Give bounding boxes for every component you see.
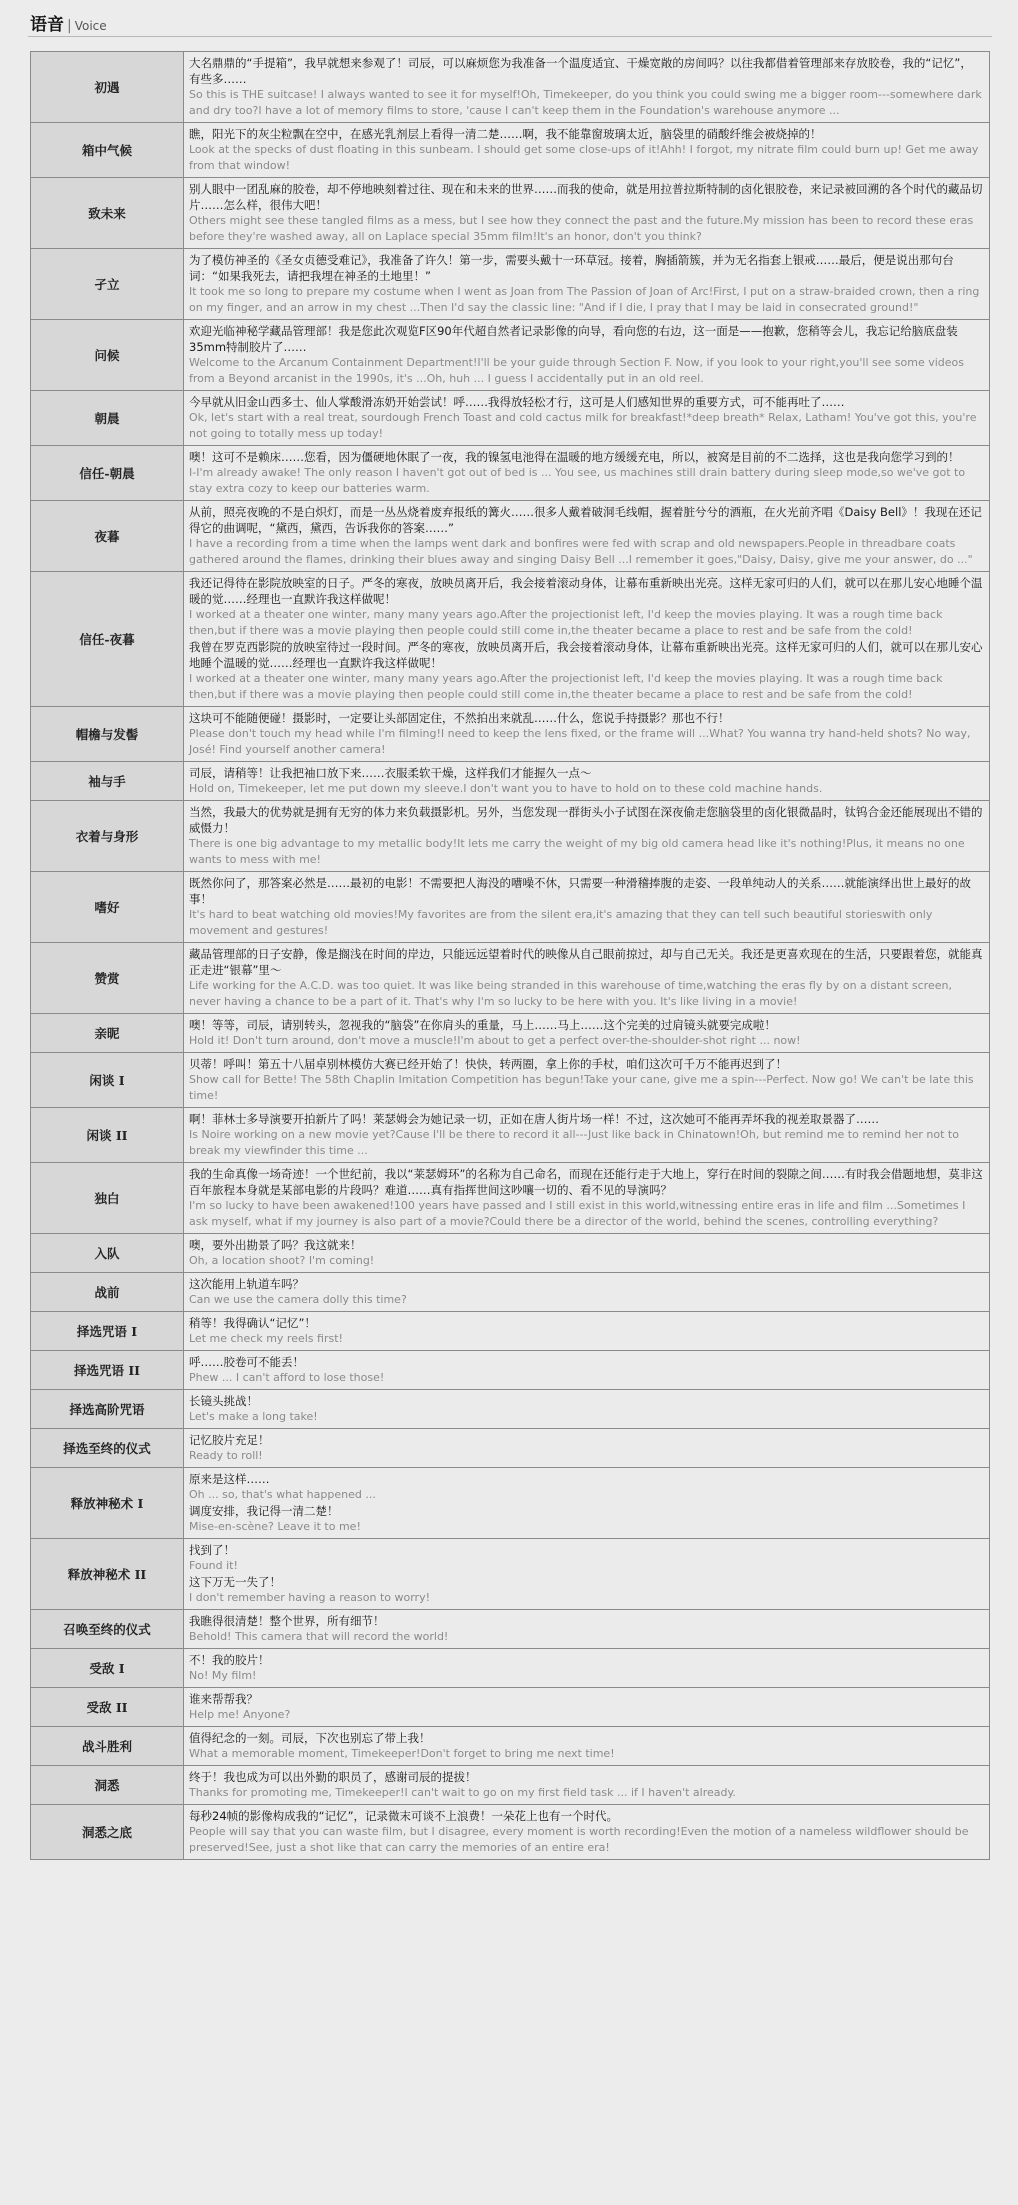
voice-line-chinese-text: 司辰，请稍等！让我把袖口放下来……衣服柔软干燥，这样我们才能握久一点～ [189, 766, 592, 780]
voice-line-chinese-text: 原来是这样…… [189, 1472, 270, 1486]
voice-line-chinese-text: 既然你问了，那答案必然是……最初的电影！不需要把人海没的嘈噪不休，只需要一种滑稽捧腹的走姿、一段单纯动人的关系……就能演绎出世上最好的故事！ [189, 876, 971, 906]
voice-line-english-text: Please don't touch my head while I'm filming!I need to keep the lens fixed, or the frame will ...What? You wanna try hand-held shots? No way, José! Find yourself another camera! [189, 727, 971, 756]
voice-line-chinese-text: 我曾在罗克西影院的放映室待过一段时间。严冬的寒夜，放映员离开后，我会接着滚动身体，让幕布重新映出光亮。这样无家可归的人们，就可以在那儿安心地睡个温暖的觉……经理也一直默许我这样做呢！ [189, 640, 983, 670]
voice-line-chinese-text: 藏品管理部的日子安静，像是搁浅在时间的岸边，只能远远望着时代的映像从自己眼前掠过，却与自己无关。我还是更喜欢现在的生活，只要跟着您，就能真正走进“银幕”里～ [189, 947, 983, 977]
voice-line-row [31, 1351, 990, 1390]
voice-line-chinese-text: 谁来帮帮我？ [189, 1692, 258, 1706]
voice-line-chinese-text: 找到了！ [189, 1543, 235, 1557]
voice-line-content [184, 1727, 990, 1766]
voice-line-label: 信任-夜暮 [31, 572, 184, 707]
voice-line-english-text: It's hard to beat watching old movies!My favorites are from the silent era,it's amazing that they can tell such beautiful storieswith only movement and gestures! [189, 908, 933, 937]
voice-line-chinese-text: 从前，照亮夜晚的不是白炽灯，而是一丛丛烧着废弃报纸的篝火……很多人戴着破洞毛线帽，握着脏兮兮的酒瓶，在火光前齐唱《Daisy Bell》！我现在还记得它的曲调呢，“黛西，黛西，告诉我你的答案……” [189, 505, 982, 535]
voice-line-label: 赞赏 [31, 943, 184, 1014]
voice-line-english-text: Show call for Bette! The 58th Chaplin Imitation Competition has begun!Take your cane, give me a spin---Perfect. Now go! We can't be late this time! [189, 1073, 974, 1102]
voice-line-content [184, 1688, 990, 1727]
voice-line-row [31, 1610, 990, 1649]
voice-line-content [184, 872, 990, 943]
voice-line-chinese-text: 今早就从旧金山西多士、仙人掌酸滑冻奶开始尝试！呼……我得放轻松才行，这可是人们感知世界的重要方式，可不能再吐了…… [189, 395, 845, 409]
voice-line-english-text: Phew ... I can't afford to lose those! [189, 1371, 385, 1384]
voice-line-row [31, 1390, 990, 1429]
voice-line-content [184, 1429, 990, 1468]
voice-line-label: 择选至终的仪式 [31, 1429, 184, 1468]
voice-line-chinese-text: 值得纪念的一刻。司辰，下次也别忘了带上我！ [189, 1731, 431, 1745]
voice-line-english-text: No! My film! [189, 1669, 257, 1682]
voice-line-content [184, 446, 990, 501]
voice-line-label: 战斗胜利 [31, 1727, 184, 1766]
voice-line-label: 孑立 [31, 249, 184, 320]
voice-line-chinese-text: 噢！等等，司辰，请别转头，忽视我的“脑袋”在你肩头的重量，马上……马上……这个完美的过肩镜头就要完成啦！ [189, 1018, 776, 1032]
voice-line-content [184, 1610, 990, 1649]
voice-line-row [31, 707, 990, 762]
voice-line-content [184, 801, 990, 872]
voice-line-label: 召唤至终的仪式 [31, 1610, 184, 1649]
voice-line-content [184, 572, 990, 707]
voice-line-label: 释放神秘术 II [31, 1539, 184, 1610]
voice-line-content [184, 1390, 990, 1429]
voice-line-label: 朝晨 [31, 391, 184, 446]
voice-line-content [184, 1805, 990, 1860]
voice-line-row [31, 391, 990, 446]
voice-line-english-text: So this is THE suitcase! I always wanted to see it for myself!Oh, Timekeeper, do you think you could swing me a bigger room---somewhere dark and dry too?I have a lot of memory films to store, 'cause I can't keep them in the Foundation's warehouse anymore ... [189, 88, 982, 117]
voice-line-english-text: Oh, a location shoot? I'm coming! [189, 1254, 375, 1267]
voice-line-row [31, 572, 990, 707]
voice-line-chinese-text: 这下万无一失了！ [189, 1575, 281, 1589]
voice-line-content [184, 1108, 990, 1163]
voice-line-chinese-text: 瞧，阳光下的灰尘粒飘在空中，在感光乳剂层上看得一清二楚……啊，我不能靠窗玻璃太近，脑袋里的硝酸纤维会被烧掉的！ [189, 127, 822, 141]
voice-line-row [31, 1805, 990, 1860]
voice-line-label: 亲昵 [31, 1014, 184, 1053]
voice-line-content [184, 1351, 990, 1390]
voice-line-english-text: Help me! Anyone? [189, 1708, 291, 1721]
voice-line-label: 嗜好 [31, 872, 184, 943]
voice-line-chinese-text: 啊！菲林士多导演要开拍新片了吗！莱瑟姆会为她记录一切，正如在唐人街片场一样！不过，这次她可不能再弄坏我的视差取景器了…… [189, 1112, 879, 1126]
voice-line-content [184, 707, 990, 762]
voice-line-english-text: Found it! [189, 1559, 238, 1572]
section-subtitle: Voice [74, 19, 107, 33]
voice-line-chinese-text: 大名鼎鼎的“手提箱”，我早就想来参观了！司辰，可以麻烦您为我准备一个温度适宜、干燥宽敞的房间吗？以往我都借着管理部来存放胶卷，我的“记忆”，有些多…… [189, 56, 972, 86]
voice-line-content [184, 123, 990, 178]
voice-line-label: 受敌 II [31, 1688, 184, 1727]
voice-line-label: 择选咒语 II [31, 1351, 184, 1390]
voice-line-english-text: People will say that you can waste film, but I disagree, every moment is worth recording!Even the motion of a nameless wildflower should be preserved!See, just a shot like that can carry the memories of an entire era! [189, 1825, 969, 1854]
voice-line-chinese-text: 长镜头挑战！ [189, 1394, 258, 1408]
voice-line-content [184, 1649, 990, 1688]
voice-line-english-text: Let's make a long take! [189, 1410, 318, 1423]
voice-line-row [31, 872, 990, 943]
voice-line-chinese-text: 记忆胶片充足！ [189, 1433, 270, 1447]
voice-lines-body [31, 52, 990, 1860]
voice-line-chinese-text: 我的生命真像一场奇迹！一个世纪前，我以“莱瑟姆环”的名称为自己命名，而现在还能行走于大地上，穿行在时间的裂隙之间……有时我会借题地想，莫非这百年旅程本身就是某部电影的片段吗？难道……真有指挥世间这吵嚷一切的、看不见的导演吗？ [189, 1167, 983, 1197]
section-title: 语音 [30, 15, 64, 35]
voice-line-row [31, 1163, 990, 1234]
voice-line-content [184, 1234, 990, 1273]
voice-line-english-text: I worked at a theater one winter, many many years ago.After the projectionist left, I'd keep the movies playing. It was a rough time back then,but if there was a movie playing then people could still come in,the theater became a place to rest and be safe from the cold! [189, 672, 943, 701]
voice-line-english-text: Let me check my reels first! [189, 1332, 343, 1345]
voice-line-content [184, 1468, 990, 1539]
voice-line-content [184, 178, 990, 249]
voice-lines-table [30, 51, 990, 1860]
voice-line-content [184, 1053, 990, 1108]
voice-line-english-text: It took me so long to prepare my costume when I went as Joan from The Passion of Joan of Arc!First, I put on a straw-braided crown, then a ring on my finger, and an arrow in my chest ...Then I'd say the classic line: "And if I die, I pray that I may be laid in consecrated ground!" [189, 285, 980, 314]
voice-line-label: 入队 [31, 1234, 184, 1273]
voice-line-label: 闲谈 I [31, 1053, 184, 1108]
voice-line-content [184, 501, 990, 572]
voice-line-chinese-text: 别人眼中一团乱麻的胶卷，却不停地映刻着过往、现在和未来的世界……而我的使命，就是用拉普拉斯特制的卤化银胶卷，来记录被回溯的各个时代的藏品切片……怎么样，很伟大吧！ [189, 182, 983, 212]
voice-line-label: 帽檐与发髻 [31, 707, 184, 762]
voice-line-content [184, 249, 990, 320]
voice-line-content [184, 1766, 990, 1805]
voice-line-label: 释放神秘术 I [31, 1468, 184, 1539]
voice-line-row [31, 123, 990, 178]
voice-line-row [31, 1688, 990, 1727]
voice-line-chinese-text: 贝蒂！呼叫！第五十八届卓别林模仿大赛已经开始了！快快，转两圈，拿上你的手杖，咱们这次可千万不能再迟到了！ [189, 1057, 787, 1071]
voice-line-row [31, 1108, 990, 1163]
voice-line-chinese-text: 每秒24帧的影像构成我的“记忆”，记录微末可谈不上浪费！一朵花上也有一个时代。 [189, 1809, 619, 1823]
voice-line-chinese-text: 呼……胶卷可不能丢！ [189, 1355, 304, 1369]
voice-line-english-text: Hold it! Don't turn around, don't move a muscle!I'm about to get a perfect over-the-shoulder-shot right ... now! [189, 1034, 801, 1047]
voice-line-chinese-text: 这块可不能随便碰！摄影时，一定要让头部固定住，不然拍出来就乱……什么，您说手持摄影？那也不行！ [189, 711, 730, 725]
voice-line-row [31, 320, 990, 391]
voice-line-label: 袖与手 [31, 762, 184, 801]
voice-line-english-text: Life working for the A.C.D. was too quiet. It was like being stranded in this warehouse of time,watching the eras fly by on a distant screen, never having a chance to be a part of it. That's why I'm so lucky to be here with you. It's like living in a movie! [189, 979, 952, 1008]
voice-line-label: 初遇 [31, 52, 184, 123]
section-heading [28, 10, 992, 37]
voice-line-label: 衣着与身形 [31, 801, 184, 872]
voice-line-content [184, 1312, 990, 1351]
voice-line-content [184, 762, 990, 801]
voice-line-chinese-text: 稍等！我得确认“记忆”！ [189, 1316, 316, 1330]
voice-line-english-text: What a memorable moment, Timekeeper!Don't forget to bring me next time! [189, 1747, 615, 1760]
voice-line-english-text: I-I'm already awake! The only reason I haven't got out of bed is ... You see, us machines still drain battery during sleep mode,so we've got to stay extra cozy to keep our batteries warm. [189, 466, 966, 495]
voice-line-english-text: Mise-en-scène? Leave it to me! [189, 1520, 361, 1533]
voice-line-english-text: I worked at a theater one winter, many many years ago.After the projectionist left, I'd keep the movies playing. It was a rough time back then,but if there was a movie playing then people could still come in,the theater became a place to rest and be safe from the cold! [189, 608, 943, 637]
voice-line-english-text: Welcome to the Arcanum Containment Department!I'll be your guide through Section F. Now, if you look to your right,you'll see some videos from a Beyond arcanist in the 1990s, it's ...Oh, huh ... I guess I accidentally put in an old reel. [189, 356, 965, 385]
voice-line-content [184, 1539, 990, 1610]
voice-line-row [31, 1727, 990, 1766]
voice-line-content [184, 52, 990, 123]
voice-line-row [31, 1766, 990, 1805]
voice-line-english-text: Is Noire working on a new movie yet?Cause I'll be there to record it all---Just like back in Chinatown!Oh, but remind me to remind her not to break my viewfinder this time ... [189, 1128, 959, 1157]
voice-line-row [31, 1312, 990, 1351]
voice-line-row [31, 1468, 990, 1539]
voice-line-row [31, 1539, 990, 1610]
voice-line-english-text: Look at the specks of dust floating in this sunbeam. I should get some close-ups of it!Ahh! I forgot, my nitrate film could burn up! Get me away from that window! [189, 143, 979, 172]
voice-line-row [31, 446, 990, 501]
voice-line-label: 受敌 I [31, 1649, 184, 1688]
voice-line-content [184, 391, 990, 446]
voice-line-english-text: Others might see these tangled films as a mess, but I see how they connect the past and the future.My mission has been to record these eras before they're washed away, all on Laplace special 35mm film!It's an honor, don't you think? [189, 214, 974, 243]
voice-line-label: 洞悉之底 [31, 1805, 184, 1860]
voice-line-english-text: Oh ... so, that's what happened ... [189, 1488, 376, 1501]
voice-line-english-text: I have a recording from a time when the lamps went dark and bonfires were fed with scrap and old newspapers.People in threadbare coats gathered around the flames, drinking their blues away and singing Daisy Bell ...I remember it goes,"Daisy, Daisy, give me your answer, do ..." [189, 537, 973, 566]
voice-line-english-text: Thanks for promoting me, Timekeeper!I can't wait to go on my first field task ... if I haven't already. [189, 1786, 736, 1799]
voice-line-chinese-text: 欢迎光临神秘学藏品管理部！我是您此次观览F区90年代超自然者记录影像的向导，看向您的右边，这一面是——抱歉，您稍等会儿，我忘记给脑底盘装35mm特制胶片了…… [189, 324, 958, 354]
voice-line-row [31, 762, 990, 801]
voice-line-row [31, 1429, 990, 1468]
voice-line-chinese-text: 噢！这可不是赖床……您看，因为僵硬地休眠了一夜，我的镍氢电池得在温暖的地方缓缓充电，所以，被窝是目前的不二选择，这也是我向您学习到的！ [189, 450, 960, 464]
voice-line-row [31, 801, 990, 872]
voice-line-chinese-text: 调度安排，我记得一清二楚！ [189, 1504, 339, 1518]
voice-line-label: 独白 [31, 1163, 184, 1234]
voice-line-english-text: Ready to roll! [189, 1449, 263, 1462]
voice-line-label: 问候 [31, 320, 184, 391]
voice-line-row [31, 1014, 990, 1053]
voice-line-english-text: Ok, let's start with a real treat, sourdough French Toast and cold cactus milk for breakfast!*deep breath* Relax, Latham! You've got this, you're not going to totally mess up today! [189, 411, 977, 440]
voice-line-chinese-text: 我还记得待在影院放映室的日子。严冬的寒夜，放映员离开后，我会接着滚动身体，让幕布重新映出光亮。这样无家可归的人们，就可以在那儿安心地睡个温暖的觉……经理也一直默许我这样做呢！ [189, 576, 983, 606]
voice-line-chinese-text: 这次能用上轨道车吗？ [189, 1277, 304, 1291]
voice-line-content [184, 1163, 990, 1234]
voice-line-label: 择选高阶咒语 [31, 1390, 184, 1429]
voice-line-chinese-text: 不！我的胶片！ [189, 1653, 270, 1667]
voice-line-chinese-text: 终于！我也成为可以出外勤的职员了，感谢司辰的提拔！ [189, 1770, 477, 1784]
voice-line-chinese-text: 噢，要外出勘景了吗？我这就来！ [189, 1238, 362, 1252]
voice-line-english-text: Hold on, Timekeeper, let me put down my sleeve.I don't want you to have to hold on to these cold machine hands. [189, 782, 823, 795]
voice-line-english-text: I'm so lucky to have been awakened!100 years have passed and I still exist in this world,witnessing entire eras in life and film ...Sometimes I ask myself, what if my journey is also part of a movie?Could there be a director of the world, behind the scenes, controlling everything? [189, 1199, 966, 1228]
voice-line-label: 信任-朝晨 [31, 446, 184, 501]
voice-line-label: 战前 [31, 1273, 184, 1312]
voice-line-chinese-text: 当然，我最大的优势就是拥有无穷的体力来负载摄影机。另外，当您发现一群街头小子试图在深夜偷走您脑袋里的卤化银微晶时，钛钨合金还能展现出不错的威慑力！ [189, 805, 983, 835]
voice-line-label: 洞悉 [31, 1766, 184, 1805]
voice-line-content [184, 320, 990, 391]
voice-line-english-text: Can we use the camera dolly this time? [189, 1293, 407, 1306]
voice-line-english-text: There is one big advantage to my metallic body!It lets me carry the weight of my big old camera head like it's nothing!Plus, it means no one wants to mess with me! [189, 837, 965, 866]
voice-line-content [184, 943, 990, 1014]
title-separator: | [67, 18, 72, 34]
voice-line-label: 致未来 [31, 178, 184, 249]
voice-line-english-text: I don't remember having a reason to worry! [189, 1591, 430, 1604]
voice-line-label: 闲谈 II [31, 1108, 184, 1163]
voice-line-content [184, 1014, 990, 1053]
voice-line-row [31, 1234, 990, 1273]
voice-line-row [31, 1053, 990, 1108]
voice-line-row [31, 52, 990, 123]
voice-line-row [31, 1273, 990, 1312]
voice-line-content [184, 1273, 990, 1312]
voice-line-row [31, 943, 990, 1014]
voice-line-row [31, 501, 990, 572]
voice-line-english-text: Behold! This camera that will record the world! [189, 1630, 449, 1643]
voice-line-row [31, 178, 990, 249]
voice-line-label: 箱中气候 [31, 123, 184, 178]
voice-line-row [31, 249, 990, 320]
voice-line-label: 夜暮 [31, 501, 184, 572]
voice-line-row [31, 1649, 990, 1688]
voice-line-chinese-text: 为了模仿神圣的《圣女贞德受难记》，我准备了许久！第一步，需要头戴十一环草冠。接着，胸插箭簇，并为无名指套上银戒……最后，便是说出那句台词：“如果我死去，请把我埋在神圣的土地里！” [189, 253, 954, 283]
voice-line-label: 择选咒语 I [31, 1312, 184, 1351]
voice-line-chinese-text: 我瞧得很清楚！整个世界，所有细节！ [189, 1614, 385, 1628]
